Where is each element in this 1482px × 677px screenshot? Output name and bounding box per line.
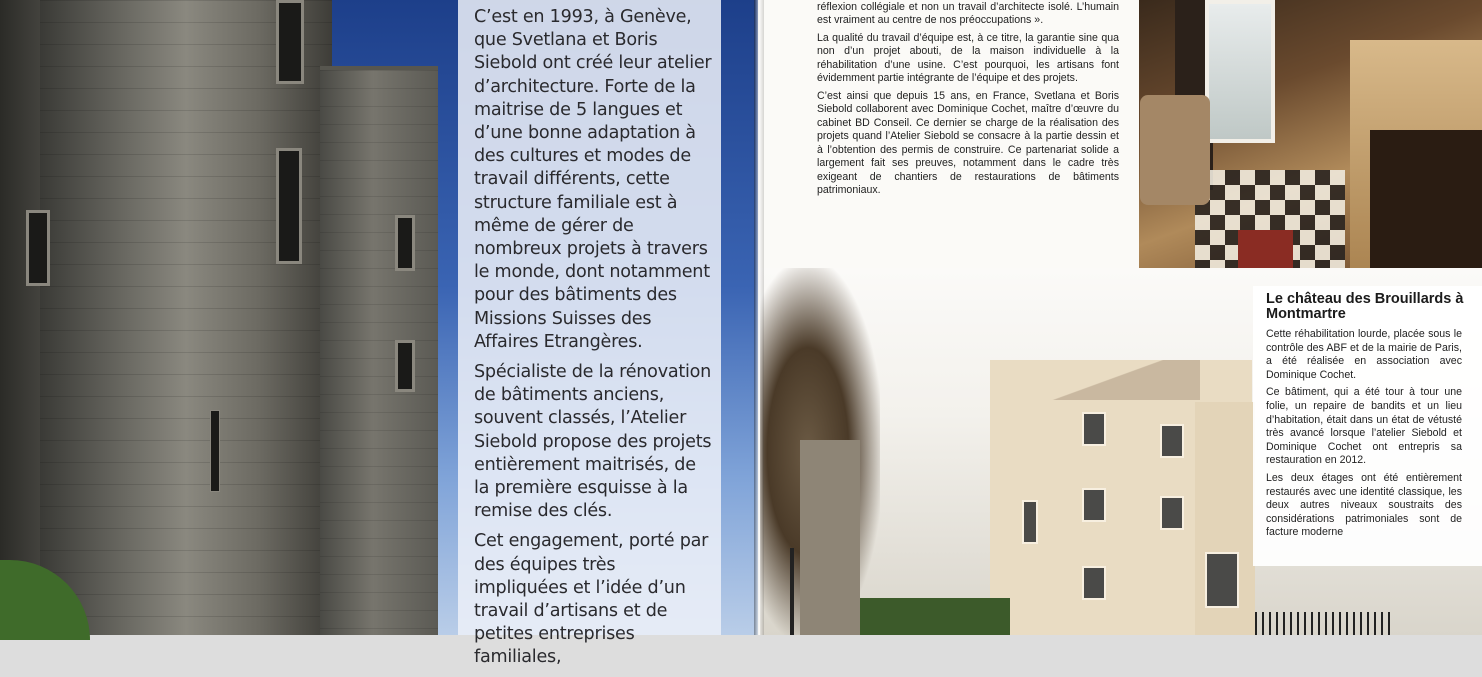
castle-window xyxy=(395,215,415,271)
building-window xyxy=(1082,488,1106,522)
castle-window xyxy=(26,210,50,286)
building-window xyxy=(1022,500,1038,544)
castle-window xyxy=(276,0,304,84)
building-window xyxy=(1082,566,1106,600)
caption-paragraph: Cette réhabilitation lourde, placée sous le contrôle des ABF et de la mairie de Paris, a été réalisée en association avec Dominique Cochet. xyxy=(1266,328,1462,381)
castle-window xyxy=(276,148,302,264)
caption-title: Le château des Brouillards à Montmartre xyxy=(1266,291,1464,322)
intro-paragraph: C’est en 1993, à Genève, que Svetlana et Boris Siebold ont créé leur atelier d’architecture. Forte de la maitrise de 5 langues et d’une bonne adaptation à des cultures et modes de travail différents, cette structure familiale est à même de gérer de nombreux projets à travers le monde, dont notamment pour des bâtiments des Missions Suisses des Affaires Etrangères. xyxy=(474,7,712,352)
chateau-roof xyxy=(1040,360,1200,400)
article-paragraph: C’est ainsi que depuis 15 ans, en France, Svetlana et Boris Siebold collaborent avec Dominique Cochet, maître d’œuvre du cabinet BD Conseil. Ce dernier se charge de la réalisation des projets quand l’Atelier Siebold se consacre à la partie dessin et à l’obtention des permis de construire. Ce partenariat solide a largement fait ses preuves, notamment dans le cadre très exigeant de chantiers de restaurations de bâtiments patrimoniaux. xyxy=(817,89,1119,196)
caption-body xyxy=(1266,328,1462,544)
background-building xyxy=(800,440,860,635)
caption-paragraph: Ce bâtiment, qui a été tour à tour une folie, un repaire de bandits et un lieu d’habitation, était dans un état de vétusté très avancé lorsque l’atelier Siebold et Dominique Cochet ont entrepris sa restauration en 2012. xyxy=(1266,386,1462,467)
building-window xyxy=(1160,424,1184,458)
intro-text xyxy=(474,6,714,677)
page-fold xyxy=(754,0,764,635)
intro-paragraph: Cet engagement, porté par des équipes très impliquées et l’idée d’un travail d’artisans et de petites entreprises familiales, xyxy=(474,531,709,668)
intro-paragraph: Spécialiste de la rénovation de bâtiments anciens, souvent classés, l’Atelier Siebold propose des projets entièrement maitrisés, de la première esquisse à la remise des clés. xyxy=(474,362,712,522)
interior-window xyxy=(1205,0,1275,143)
article-paragraph: La qualité du travail d’équipe est, à ce titre, la garantie sine qua non d’un projet abouti, de la maison individuelle à la réhabilitation d’une usine. C’est pourquoi, les artisans font évidemment partie intégrante de l’équipe et des projets. xyxy=(817,31,1119,84)
castle-main-tower xyxy=(40,0,332,635)
iron-fence xyxy=(1255,612,1395,635)
caption-paragraph: Les deux étages ont été entièrement restaurés avec une identité classique, les deux autres niveaux soustraits des considérations patrimoniales sont de facture moderne xyxy=(1266,471,1462,539)
castle-window xyxy=(395,340,415,392)
article-paragraph: réflexion collégiale et non un travail d’architecte isolé. L’humain est vraiment au centre de nos préoccupations ». xyxy=(817,0,1119,26)
building-window xyxy=(1160,496,1184,530)
article-column xyxy=(817,0,1119,202)
armchair xyxy=(1140,95,1210,205)
castle-arrow-slit xyxy=(210,410,220,492)
castle-second-tower xyxy=(320,70,438,635)
hedge xyxy=(860,598,1010,635)
fireplace-opening xyxy=(1370,130,1482,270)
street-lamp xyxy=(790,548,794,635)
building-window xyxy=(1082,412,1106,446)
building-window xyxy=(1205,552,1239,608)
